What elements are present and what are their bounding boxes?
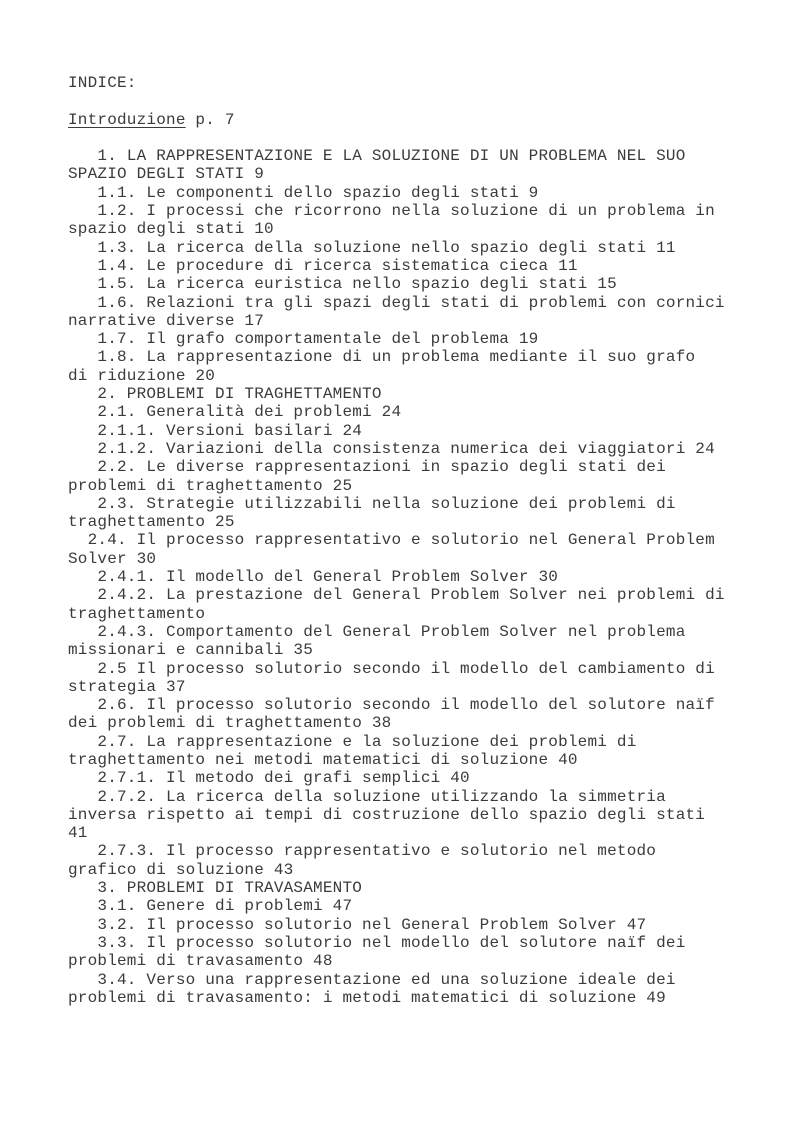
- toc-line: 2.1.1. Versioni basilari 24: [68, 421, 363, 440]
- toc-line: 2. PROBLEMI DI TRAGHETTAMENTO: [68, 385, 382, 404]
- toc-line: 1.5. La ricerca euristica nello spazio degli stati 15: [68, 275, 617, 294]
- toc-line: problemi di travasamento: i metodi matematici di soluzione 49: [68, 988, 666, 1007]
- blank-line: [68, 92, 741, 110]
- toc-line: 41: [68, 824, 88, 843]
- toc-line: SPAZIO DEGLI STATI 9: [68, 165, 265, 184]
- toc-line: 2.2. Le diverse rappresentazioni in spazio degli stati dei: [68, 458, 666, 477]
- toc-line: 3.3. Il processo solutorio nel modello del solutore naïf dei: [68, 933, 686, 952]
- toc-line: 2.7.3. Il processo rappresentativo e solutorio nel metodo: [68, 842, 657, 861]
- index-heading: INDICE:: [68, 74, 137, 92]
- toc-line: spazio degli stati 10: [68, 220, 274, 239]
- toc-line: 2.7.2. La ricerca della soluzione utilizzando la simmetria: [68, 787, 666, 806]
- toc-line: 2.5 Il processo solutorio secondo il modello del cambiamento di: [68, 659, 715, 678]
- toc-line: 1.8. La rappresentazione di un problema mediante il suo grafo: [68, 348, 696, 367]
- introduction-title: Introduzione: [68, 110, 186, 129]
- toc-line: 2.4. Il processo rappresentativo e solutorio nel General Problem: [68, 531, 715, 550]
- toc-line: problemi di travasamento 48: [68, 952, 333, 971]
- toc-line: 2.1. Generalità dei problemi 24: [68, 403, 402, 422]
- toc-line: 2.7.1. Il metodo dei grafi semplici 40: [68, 769, 470, 788]
- toc-line: Solver 30: [68, 549, 157, 568]
- toc-line: 2.4.2. La prestazione del General Problem Solver nei problemi di: [68, 586, 725, 605]
- toc-line: 2.1.2. Variazioni della consistenza numerica dei viaggiatori 24: [68, 439, 715, 458]
- toc-line: traghettamento 25: [68, 513, 235, 532]
- toc-line: 1.6. Relazioni tra gli spazi degli stati di problemi con cornici: [68, 293, 725, 312]
- toc-line: 2.7. La rappresentazione e la soluzione dei problemi di: [68, 732, 637, 751]
- introduction-line: [68, 111, 741, 129]
- toc-line: 2.6. Il processo solutorio secondo il modello del solutore naïf: [68, 696, 715, 715]
- toc-line: 2.4.1. Il modello del General Problem Solver 30: [68, 568, 559, 587]
- toc-line: 1. LA RAPPRESENTAZIONE E LA SOLUZIONE DI UN PROBLEMA NEL SUO: [68, 147, 686, 166]
- toc-line: dei problemi di traghettamento 38: [68, 714, 392, 733]
- toc-line: 1.2. I processi che ricorrono nella soluzione di un problema in: [68, 202, 715, 221]
- toc-line: 3.1. Genere di problemi 47: [68, 897, 353, 916]
- blank-line: [68, 129, 741, 147]
- toc-line: narrative diverse 17: [68, 311, 265, 330]
- toc-line: 1.3. La ricerca della soluzione nello spazio degli stati 11: [68, 238, 676, 257]
- toc-line: 1.7. Il grafo comportamentale del problema 19: [68, 330, 539, 349]
- toc-line: 2.4.3. Comportamento del General Problem Solver nel problema: [68, 622, 686, 641]
- toc-line: traghettamento nei metodi matematici di soluzione 40: [68, 750, 578, 769]
- introduction-page-ref: p. 7: [185, 110, 235, 129]
- toc-line: di riduzione 20: [68, 366, 216, 385]
- toc-line: strategia 37: [68, 677, 186, 696]
- toc-line: 3.2. Il processo solutorio nel General Problem Solver 47: [68, 915, 647, 934]
- toc-line: 1.4. Le procedure di ricerca sistematica cieca 11: [68, 256, 578, 275]
- toc-list: [68, 147, 741, 1007]
- toc-line: inversa rispetto ai tempi di costruzione dello spazio degli stati: [68, 805, 706, 824]
- toc-line: 3.4. Verso una rappresentazione ed una soluzione ideale dei: [68, 970, 676, 989]
- toc-line: 2.3. Strategie utilizzabili nella soluzione dei problemi di: [68, 494, 676, 513]
- toc-line: traghettamento: [68, 604, 206, 623]
- toc-line: 1.1. Le componenti dello spazio degli stati 9: [68, 183, 539, 202]
- toc-line: problemi di traghettamento 25: [68, 476, 353, 495]
- toc-line: 3. PROBLEMI DI TRAVASAMENTO: [68, 879, 363, 898]
- toc-line: grafico di soluzione 43: [68, 860, 294, 879]
- toc-line: missionari e cannibali 35: [68, 641, 314, 660]
